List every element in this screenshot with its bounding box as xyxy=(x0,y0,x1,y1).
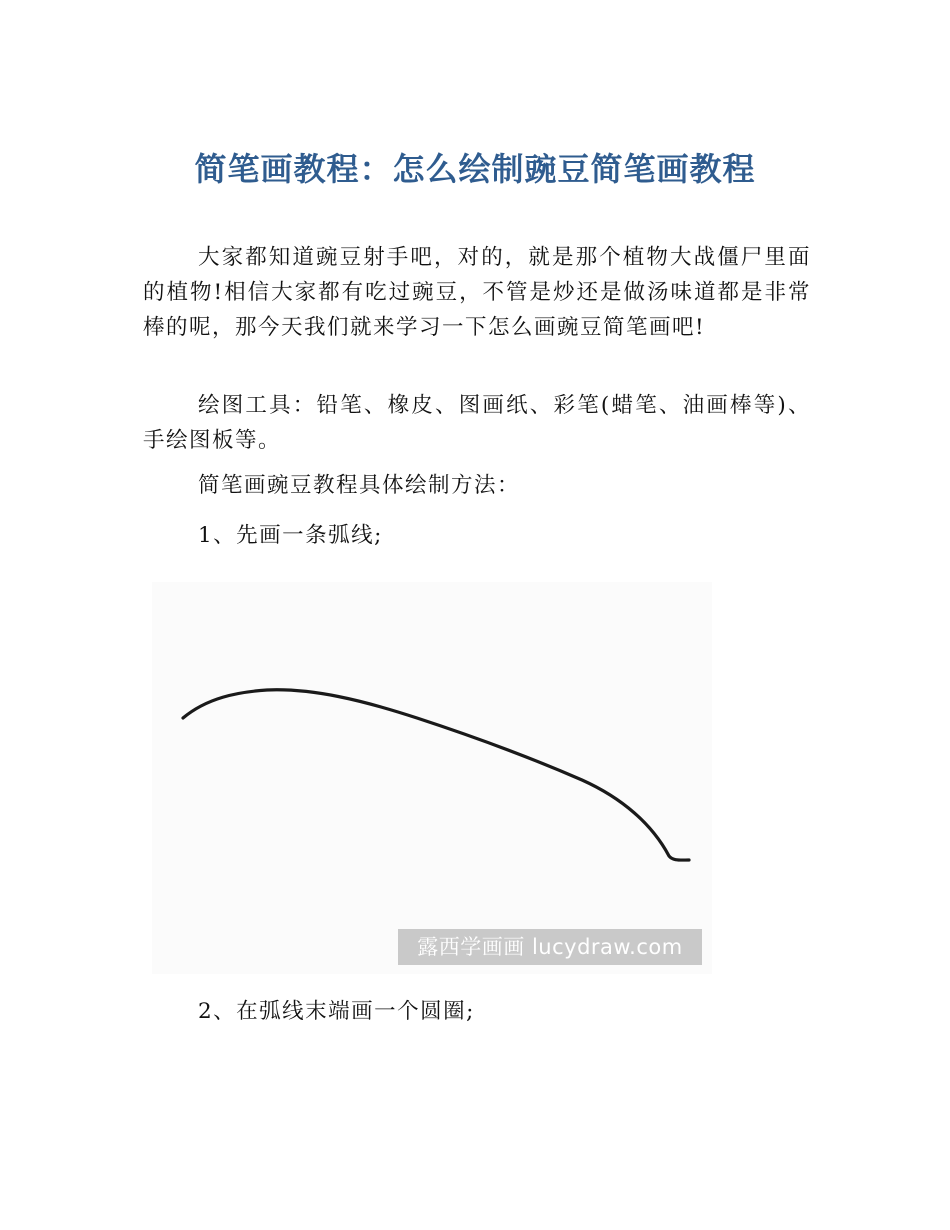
watermark: 露西学画画 lucydraw.com xyxy=(398,929,702,965)
arc-line-drawing xyxy=(152,582,712,974)
step-2: 2、在弧线末端画一个圆圈; xyxy=(198,999,475,1024)
step-1: 1、先画一条弧线; xyxy=(198,523,383,548)
method-heading: 简笔画豌豆教程具体绘制方法： xyxy=(198,473,521,498)
step-1-illustration xyxy=(152,582,712,974)
tools-paragraph: 绘图工具：铅笔、橡皮、图画纸、彩笔(蜡笔、油画棒等)、手绘图板等。 xyxy=(143,393,811,453)
intro-paragraph: 大家都知道豌豆射手吧，对的，就是那个植物大战僵尸里面的植物!相信大家都有吃过豌豆，不管是炒还是做汤味道都是非常棒的呢，那今天我们就来学习一下怎么画豌豆简笔画吧! xyxy=(143,245,811,340)
article-title: 简笔画教程：怎么绘制豌豆简笔画教程 xyxy=(194,150,756,188)
